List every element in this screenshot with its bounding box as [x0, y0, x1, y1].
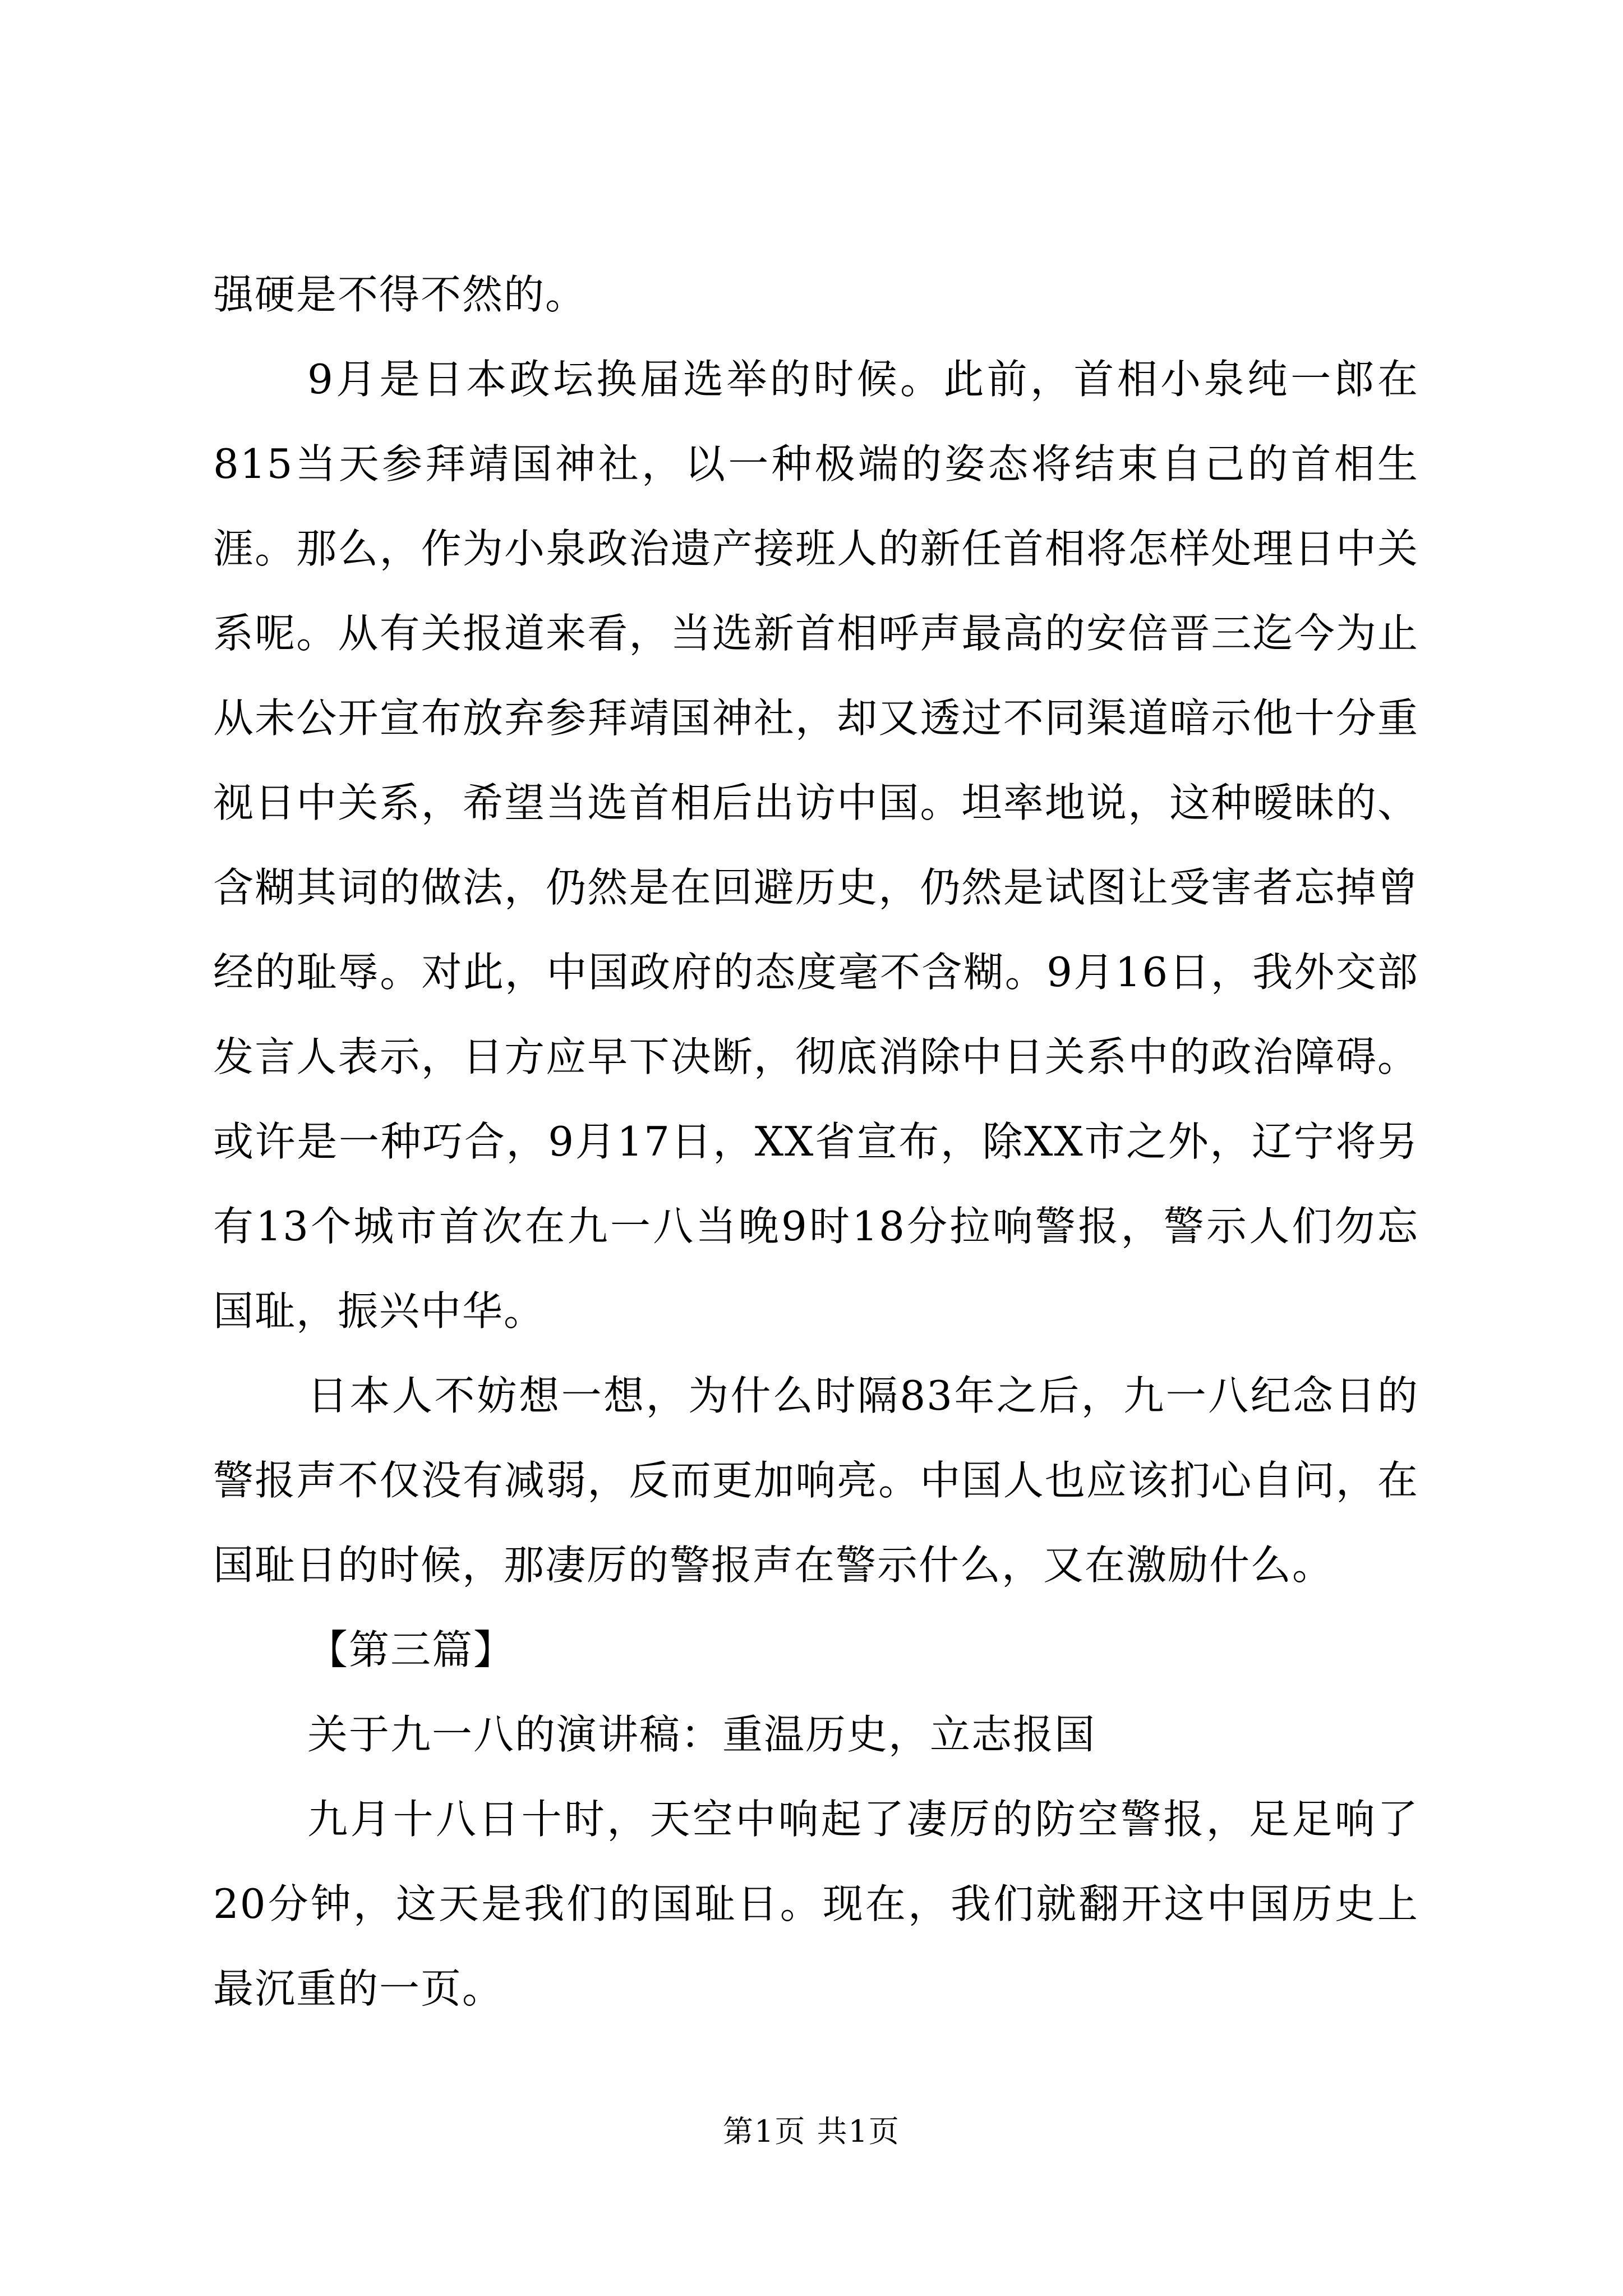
paragraph-reflection: 日本人不妨想一想，为什么时隔83年之后，九一八纪念日的警报声不仅没有减弱，反而更加响亮。中国人也应该扪心自问，在国耻日的时候，那凄厉的警报声在警示什么，又在激励什么。	[213, 1372, 1419, 1589]
document-body	[213, 252, 1419, 2031]
page-footer: 第1页 共1页	[723, 2114, 900, 2149]
paragraph-speech-opening: 九月十八日十时，天空中响起了凄厉的防空警报，足足响了20分钟，这天是我们的国耻日。现在，我们就翻开这中国历史上最沉重的一页。	[213, 1796, 1419, 2012]
section-heading: 【第三篇】	[307, 1626, 515, 1673]
paragraph-election: 9月是日本政坛换届选举的时候。此前，首相小泉纯一郎在815当天参拜靖国神社，以一种极端的姿态将结束自己的首相生涯。那么，作为小泉政治遗产接班人的新任首相将怎样处理日中关系呢。从有关报道来看，当选新首相呼声最高的安倍晋三迄今为止从未公开宣布放弃参拜靖国神社，却又透过不同渠道暗示他十分重视日中关系，希望当选首相后出访中国。坦率地说，这种暧昧的、含糊其词的做法，仍然是在回避历史，仍然是试图让受害者忘掉曾经的耻辱。对此，中国政府的态度毫不含糊。9月16日，我外交部发言人表示，日方应早下决断，彻底消除中日关系中的政治障碍。或许是一种巧合，9月17日，XX省宣布，除XX市之外，辽宁将另有13个城市首次在九一八当晚9时18分拉响警报，警示人们勿忘国耻，振兴中华。	[213, 356, 1419, 1335]
speech-title: 关于九一八的演讲稿：重温历史，立志报国	[307, 1711, 1096, 1758]
paragraph-continuation: 强硬是不得不然的。	[213, 271, 587, 318]
